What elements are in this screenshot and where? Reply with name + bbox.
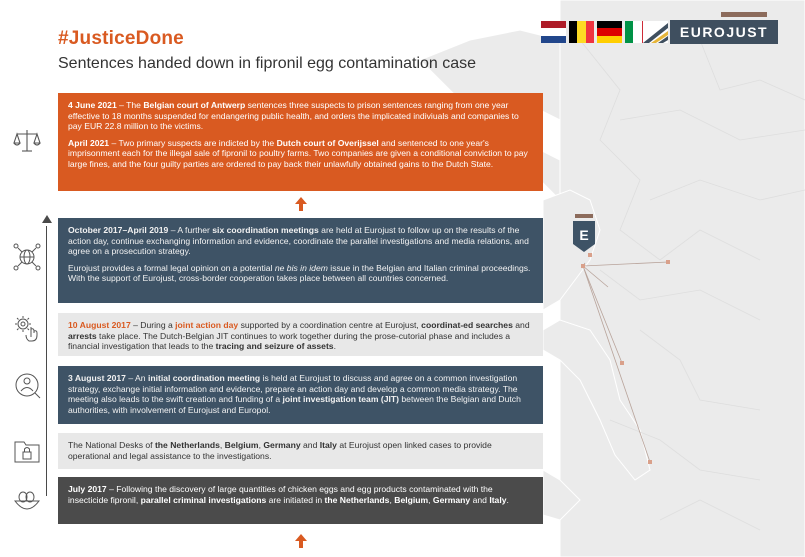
national-desks-box bbox=[58, 433, 543, 469]
hashtag: #JusticeDone bbox=[58, 28, 184, 49]
investigations-start-text: July 2017 – Following the discovery of large quantities of chicken eggs and egg products contaminated with the insecticide fipronil, parallel criminal investigations are initiated in the Netherlands, Belgium, Germany and Italy. bbox=[68, 484, 509, 505]
flags-row bbox=[541, 21, 650, 43]
overijssel-sentence-text: April 2021 – Two primary suspects are indicted by the Dutch court of Overijssel and sentenced to one year's imprisonment each for the illegal sale of fipronil to poultry farms. Two companies are given a conditional conviction to pay large fines, and the four guilty parties are ordered to pay back their unlawfully obtained gains to the Dutch State. bbox=[68, 137, 528, 169]
action-day-box bbox=[58, 313, 543, 356]
belgium-flag bbox=[569, 21, 594, 43]
coordination-meetings-text: October 2017–April 2019 – A further six coordination meetings are held at Eurojust to follow up on the results of the action day, continue exchanging information and evidence, coordinate the parallel investigations and media relations, and agree on a prosecution strategy. bbox=[68, 225, 529, 257]
timeline-arrow-up-icon bbox=[41, 215, 53, 229]
national-desks-text: The National Desks of the Netherlands, Belgium, Germany and Italy at Eurojust open linked cases to provide operational and legal assistance to the investigations. bbox=[68, 440, 492, 461]
orange-arrow-up-icon bbox=[295, 197, 307, 211]
investigator-magnifier-icon bbox=[12, 370, 42, 400]
eurojust-logo-mark-icon bbox=[643, 21, 668, 43]
global-network-icon bbox=[12, 242, 42, 272]
antwerp-sentence-text: 4 June 2021 – The Belgian court of Antwerp sentences three suspects to prison sentences ranging from one year effective to 18 months suspended for endangering public health, and orders the implicated indiviuals and companies to pay EUR 22.8 million to the victims. bbox=[68, 100, 519, 132]
germany-flag bbox=[597, 21, 622, 43]
gear-hand-click-icon bbox=[12, 313, 42, 343]
eggs-bowl-icon bbox=[12, 485, 42, 515]
scales-of-justice-icon bbox=[12, 126, 42, 156]
legal-opinion-text: Eurojust provides a formal legal opinion on a potential ne bis in idem issue in the Belgian and Italian criminal proceedings. With the support of Eurojust, cross-border cooperation takes place between all countries concerned. bbox=[68, 262, 531, 284]
action-day-text: 10 August 2017 – During a joint action day supported by a coordination centre at Eurojust, coordinat-ed searches and arrests take place. The Dutch-Belgian JIT continues to work together during the prose-cutorial phase and includes a financial investigation that leads to the tracing and seizure of assets. bbox=[68, 320, 530, 352]
page-title: Sentences handed down in fipronil egg contamination case bbox=[58, 55, 477, 72]
coordination-meetings-box bbox=[58, 218, 543, 303]
secure-folder-icon bbox=[12, 436, 42, 466]
initial-meeting-text: 3 August 2017 – An initial coordination meeting is held at Eurojust to discuss and agree on a common investigation strategy, exchange initial information and evidence, prepare an action day and develop a common media strategy. The meeting also leads to the swift creation and funding of a joint investigation team (JIT) between the Belgian and Dutch authorities, with involvement of Eurojust and Europol. bbox=[68, 373, 521, 415]
brand-accent-bar bbox=[721, 12, 767, 17]
investigations-start-box bbox=[58, 477, 543, 524]
netherlands-flag bbox=[541, 21, 566, 43]
eurojust-logo: EUROJUST bbox=[670, 20, 778, 44]
orange-arrow-up-bottom-icon bbox=[295, 534, 307, 548]
timeline-line bbox=[46, 226, 47, 496]
sentences-box bbox=[58, 93, 543, 191]
eurojust-location-pin-icon bbox=[571, 214, 597, 254]
initial-meeting-box bbox=[58, 366, 543, 424]
pin-letter: E bbox=[579, 227, 589, 243]
